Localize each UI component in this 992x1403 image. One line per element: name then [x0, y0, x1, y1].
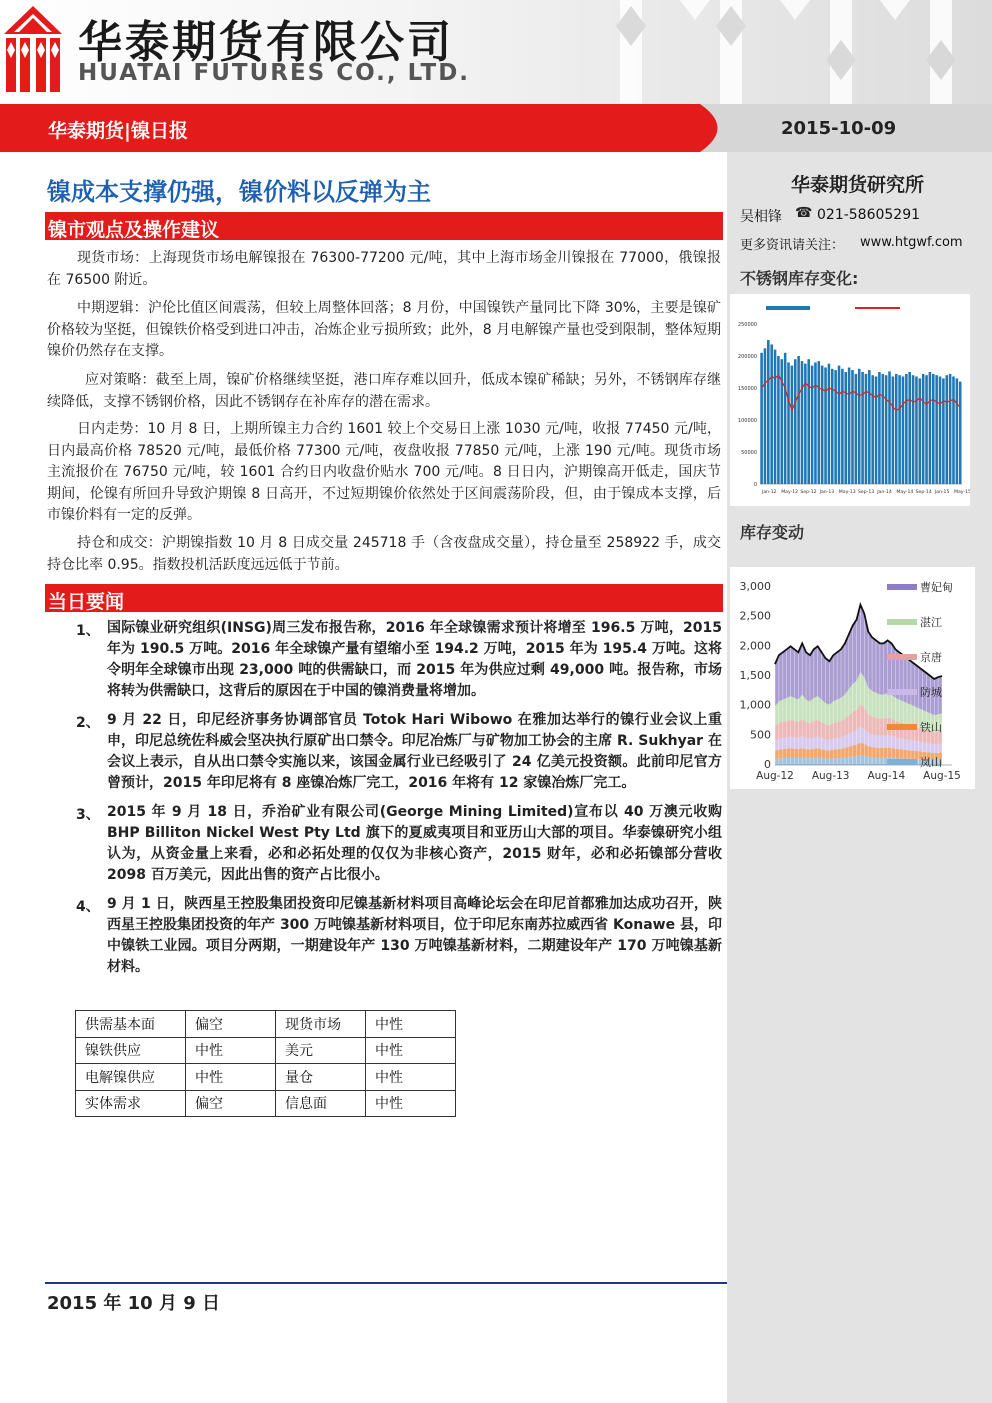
legend-swatch [887, 724, 917, 730]
stainless-inventory-chart [730, 294, 970, 506]
bar [770, 344, 773, 484]
x-tick-label: Jan-13 [819, 490, 835, 495]
bar [787, 362, 790, 484]
legend-label: 防城 [920, 686, 942, 699]
legend-swatch [887, 689, 917, 695]
bar [959, 382, 962, 484]
sidebar [727, 152, 992, 1403]
table-cell: 现货市场 [276, 1011, 366, 1038]
x-tick-label: Aug-13 [811, 770, 850, 782]
bar [797, 356, 800, 484]
bar [912, 375, 915, 484]
table-cell: 中性 [366, 1037, 456, 1064]
bar [807, 359, 810, 484]
bar [851, 370, 854, 484]
x-tick-label: Sep-13 [858, 490, 875, 495]
bar [942, 378, 945, 484]
section-header-news [45, 584, 723, 612]
chart2-heading: 库存变动 [740, 523, 805, 542]
more-info-label: 更多资讯请关注： [740, 238, 845, 253]
bar [764, 348, 767, 484]
bar [794, 359, 797, 484]
bar [814, 362, 817, 484]
news-item-number: 4、 [76, 899, 100, 915]
main-title: 镍成本支撑仍强，镍价料以反弹为主 [47, 178, 431, 206]
news-item-number: 2、 [76, 715, 100, 731]
bar [935, 375, 938, 484]
x-tick-label: Aug-14 [867, 770, 906, 782]
bar [791, 366, 794, 484]
table-cell: 供需基本面 [76, 1011, 186, 1038]
legend-swatch [766, 306, 810, 310]
bar [902, 376, 905, 484]
bar [831, 369, 834, 484]
y-tick-label: 1,000 [739, 698, 771, 712]
bar [818, 361, 821, 484]
website-link[interactable]: www.htgwf.com [860, 235, 963, 250]
y-tick-label: 2,000 [739, 639, 771, 653]
bar [767, 340, 770, 484]
brand-name-cn: 华泰期货有限公司 [78, 17, 454, 68]
table-cell: 量仓 [276, 1064, 366, 1091]
legend-swatch [887, 584, 917, 590]
bar [861, 372, 864, 484]
bar [848, 368, 851, 484]
bar [949, 374, 952, 484]
table-cell: 偏空 [186, 1011, 276, 1038]
report-date: 2015-10-09 [781, 118, 897, 139]
x-tick-label: Jan-12 [762, 490, 777, 495]
bar [898, 375, 901, 484]
news-item-text: 9 月 1 日，陕西星王控股集团投资印尼镍基新材料项目高峰论坛会在印尼首都雅加达成功召开，陕西星王控股集团投资的年产 300 万吨镍基新材料项目，位于印尼东南苏拉威西省 Konawe 县，印中镍铁工业园。项目分两期，一期建设年产 130 万吨镍基新材料，二期建设年产 170 万吨镍基新材料。 [107, 896, 722, 975]
chart1-heading: 不锈钢库存变化: [740, 269, 859, 288]
bar [908, 372, 911, 484]
y-tick-label: 50000 [741, 450, 757, 456]
legend-swatch [887, 619, 917, 625]
y-tick-label: 150000 [737, 386, 757, 392]
table-cell: 镍铁供应 [76, 1037, 186, 1064]
x-tick-label: May-14 [896, 490, 914, 495]
news-item-text: 9 月 22 日，印尼经济事务协调部官员 Totok Hari Wibowo 在雅加达举行的镍行业会议上重申，印尼总统佐科威会坚决执行原矿出口禁令。印尼冶炼厂与矿物加工协会的主席 R. Sukhyar 在会议上表示，自从出口禁令实施以来，该国金属行业已经吸引了 24 亿美元投资额。此前印尼官方曾预计，2015 年印尼将有 8 座镍冶炼厂完工，2016 年将有 12 家镍冶炼厂完工。 [107, 712, 722, 791]
report-name: 华泰期货|镍日报 [48, 120, 188, 142]
bar [784, 353, 787, 484]
phone-icon: ☎ [795, 205, 813, 221]
bar [801, 361, 804, 484]
bar [945, 375, 948, 484]
table-cell: 中性 [186, 1064, 276, 1091]
bar [956, 378, 959, 484]
footer-divider [45, 1282, 727, 1284]
y-tick-label: 200000 [737, 354, 757, 360]
bar [804, 364, 807, 484]
table-row [76, 1090, 456, 1117]
page-header [0, 0, 992, 104]
y-tick-label: 500 [750, 728, 771, 742]
bar [855, 374, 858, 484]
bar [844, 372, 847, 484]
y-tick-label: 3,000 [739, 580, 771, 593]
x-tick-label: Aug-15 [923, 770, 961, 782]
x-tick-label: Aug-12 [756, 770, 794, 782]
institute-name: 华泰期货研究所 [791, 174, 925, 196]
news-item-number: 1、 [76, 623, 100, 639]
legend-swatch [887, 759, 917, 765]
table-row [76, 1037, 456, 1064]
table-cell: 实体需求 [76, 1090, 186, 1117]
y-tick-label: 1,500 [739, 669, 771, 682]
legend-label: 湛江 [920, 616, 942, 629]
bar [838, 366, 841, 484]
x-tick-label: Sep-12 [800, 490, 817, 495]
bar [888, 371, 891, 484]
table-cell: 中性 [366, 1090, 456, 1117]
legend-swatch [887, 654, 917, 660]
x-tick-label: Jan-15 [934, 490, 950, 495]
bar [841, 369, 844, 484]
news-item-text: 国际镍业研究组织(INSG)周三发布报告称，2016 年全球镍需求预计将增至 196.5 万吨，2015 年为 190.5 万吨。2016 年全球镍产量有望缩小至 194.2 万吨，2015 年为 195.4 万吨。这将令明年全球镍市出现 23,000 吨的供需缺口，而 2015 年为供应过剩 49,000 吨。报告称，市场将转为供需缺口，这背后的原因在于中国的镍消费量将增加。 [107, 620, 722, 699]
bar [865, 374, 868, 484]
stainless-inventory-chart-svg [730, 294, 970, 506]
bar [774, 350, 777, 484]
bar [952, 376, 955, 484]
brand-name-en: HUATAI FUTURES CO., LTD. [78, 60, 471, 86]
x-tick-label: May-12 [781, 490, 799, 495]
table-cell: 电解镍供应 [76, 1064, 186, 1091]
paragraph-spot-market: 现货市场：上海现货市场电解镍报在 76300-77200 元/吨，其中上海市场金川镍报在 77000，俄镍报在 76500 附近。 [47, 250, 721, 288]
legend-label: 铁山 [920, 721, 942, 734]
bar [858, 369, 861, 484]
bar [824, 368, 827, 484]
bar [885, 375, 888, 484]
analyst-phone: 021-58605291 [817, 207, 921, 223]
x-tick-label: May-13 [838, 490, 856, 495]
x-tick-label: Jan-14 [877, 490, 892, 495]
bar [929, 372, 932, 484]
bar [821, 366, 824, 484]
legend-label: 岚山 [920, 756, 942, 769]
x-tick-label: May-15 [954, 490, 970, 495]
x-tick-label: Sep-14 [915, 490, 932, 495]
bar [868, 370, 871, 484]
bar [882, 374, 885, 484]
report-title-bar [0, 104, 992, 152]
news-item-number: 3、 [76, 807, 100, 823]
table-cell: 美元 [276, 1037, 366, 1064]
table-cell: 偏空 [186, 1090, 276, 1117]
paragraph-strategy: 应对策略：截至上周，镍矿价格继续坚挺，港口库存难以回升，低成本镍矿稀缺；另外，不锈钢库存继续降低，支撑不锈钢价格，因此不锈钢存在补库存的潜在需求。 [47, 372, 721, 410]
section-title-outlook: 镍市观点及操作建议 [48, 219, 220, 241]
table-cell: 中性 [366, 1011, 456, 1038]
section-header-outlook [45, 212, 723, 240]
bar [939, 376, 942, 484]
bar [834, 370, 837, 484]
y-tick-label: 0 [753, 482, 757, 488]
y-tick-label: 2,500 [739, 609, 771, 623]
header-decoration [560, 0, 992, 104]
outlook-summary-table [75, 1010, 456, 1117]
footer-date: 2015 年 10 月 9 日 [47, 1293, 221, 1314]
bar [875, 376, 878, 484]
paragraph-intraday: 日内走势：10 月 8 日，上期所镍主力合约 1601 较上个交易日上涨 1030 元/吨，收报 77450 元/吨，日内最高价格 78520 元/吨，最低价格 77300 元/吨，夜盘收报 77850 元/吨，上涨 190 元/吨。现货市场主流报价在 76750 元/吨，较 1601 合约日内收盘价贴水 700 元/吨。8 日日内，沪期镍高开低走，国庆节期间，伦镍有所回升导致沪期镍 8 日高开，不过短期镍价依然处于区间震荡阶段，但，由于镍成本支撑，后市镍价料有一定的反弹。 [47, 421, 721, 523]
legend-label: 曹妃甸 [920, 581, 953, 594]
bar [811, 366, 814, 484]
news-item-text: 2015 年 9 月 18 日，乔治矿业有限公司(George Mining Limited)宣布以 40 万澳元收购 BHP Billiton Nickel West Pty Ltd 旗下的夏威夷项目和亚历山大部的项目。华泰镍研究小组认为，从资金量上来看，必和必拓处理的仅仅为非核心资产，2015 财年，必和必拓镍部分营收 2098 百万美元，因此出售的资产占比很小。 [107, 804, 722, 883]
bar [781, 359, 784, 484]
bar [915, 376, 918, 484]
bar [871, 375, 874, 484]
paragraph-mid-term-logic: 中期逻辑：沪伦比值区间震荡，但较上周整体回落；8 月份，中国镍铁产量同比下降 30%，主要是镍矿价格较为坚挺，但镍铁价格受到进口冲击，冶炼企业亏损所致；此外，8 月电解镍产量也受到限制，整体短期镍价仍然存在支撑。 [47, 300, 721, 359]
table-row [76, 1011, 456, 1038]
bar [932, 374, 935, 484]
section-title-news: 当日要闻 [48, 591, 125, 613]
y-tick-label: 0 [764, 758, 771, 771]
huatai-logo-icon [2, 4, 64, 94]
table-row [76, 1064, 456, 1091]
legend-label: 京唐 [920, 651, 942, 664]
bar [878, 372, 881, 484]
analyst-name: 吴相锋 [740, 209, 782, 225]
paragraph-position-volume: 持仓和成交：沪期镍指数 10 月 8 日成交量 245718 手（含夜盘成交量），持仓量至 258922 手，成交持仓比率 0.95。指数投机活跃度远远低于节前。 [47, 535, 721, 573]
bar [925, 375, 928, 484]
port-inventory-chart [730, 567, 975, 789]
bar [892, 376, 895, 484]
bar [919, 378, 922, 484]
bar [760, 353, 763, 484]
table-cell: 中性 [186, 1037, 276, 1064]
bar [828, 364, 831, 484]
y-tick-label: 250000 [737, 322, 757, 328]
bar [905, 374, 908, 484]
bar [922, 374, 925, 484]
y-tick-label: 100000 [737, 418, 757, 424]
table-cell: 信息面 [276, 1090, 366, 1117]
table-cell: 中性 [366, 1064, 456, 1091]
bar [895, 374, 898, 484]
port-inventory-chart-svg [730, 567, 975, 789]
